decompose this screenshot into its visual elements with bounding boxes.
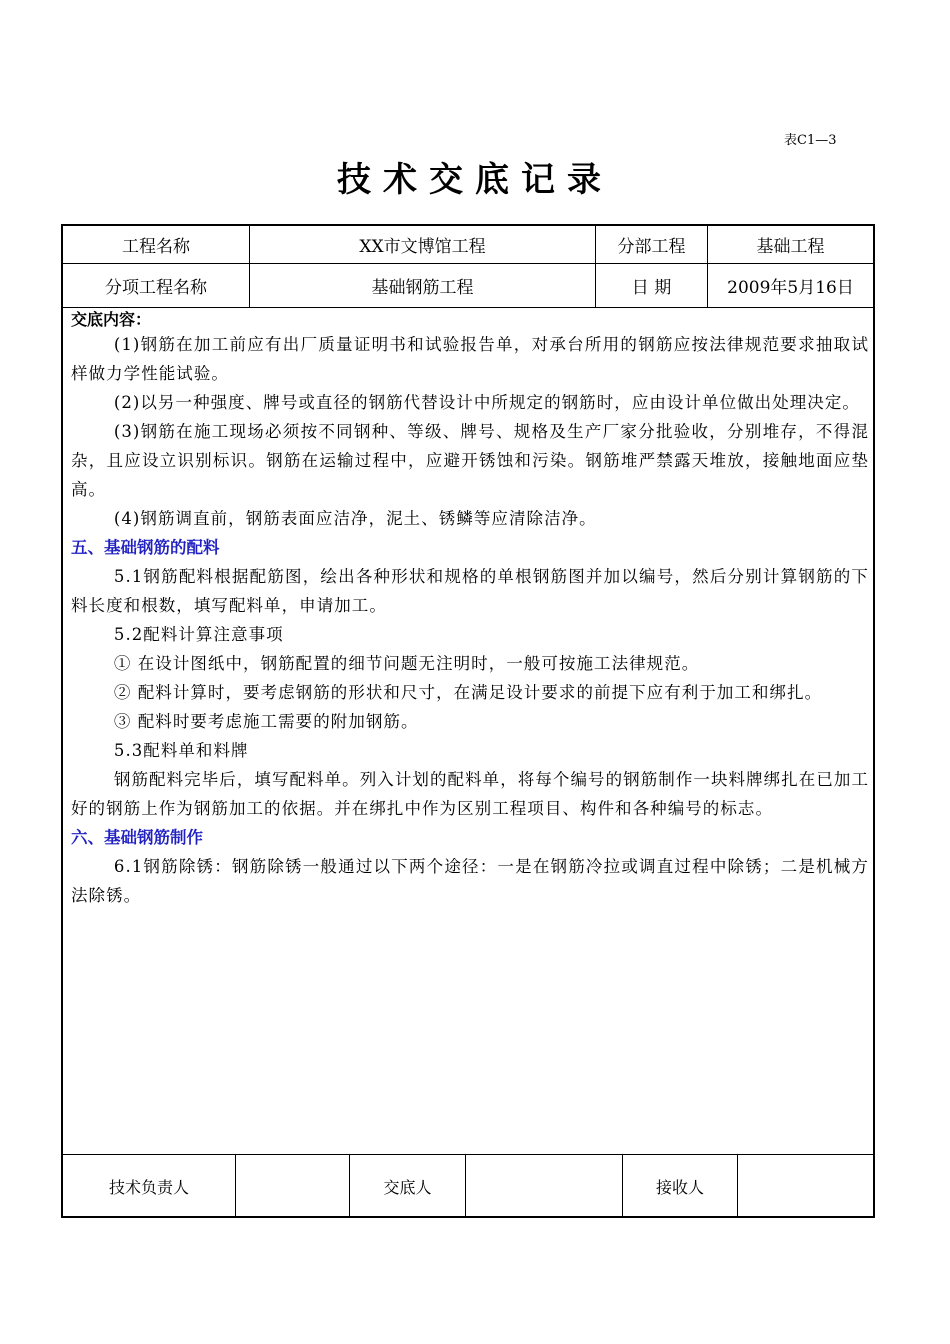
- division-label: 分部工程: [596, 226, 708, 263]
- content-paragraph: ③ 配料时要考虑施工需要的附加钢筋。: [113, 712, 419, 731]
- content-paragraph: (3)钢筋在施工现场必须按不同钢种、等级、牌号、规格及生产厂家分批验收，分别堆存，不得混杂，且应设立识别标识。钢筋在运输过程中，应避开锈蚀和污染。钢筋堆严禁露天堆放，接触地面应垫高。: [71, 422, 869, 499]
- content-paragraph: (4)钢筋调直前，钢筋表面应洁净，泥土、锈鳞等应清除洁净。: [113, 509, 597, 528]
- section-heading: 五、基础钢筋的配料: [71, 538, 220, 557]
- receiver-signature: [738, 1155, 873, 1217]
- content-paragraph: 钢筋配料完毕后，填写配料单。列入计划的配料单，将每个编号的钢筋制作一块料牌绑扎在已加工好的钢筋上作为钢筋加工的依据。并在绑扎中作为区别工程项目、构件和各种编号的标志。: [71, 770, 869, 818]
- discloser-label: 交底人: [350, 1155, 466, 1217]
- disclosure-form: [61, 224, 875, 1218]
- item-name-label: 分项工程名称: [63, 263, 250, 307]
- tech-lead-label: 技术负责人: [63, 1155, 236, 1217]
- content-paragraph: 5.1钢筋配料根据配筋图，绘出各种形状和规格的单根钢筋图并加以编号，然后分别计算钢筋的下料长度和根数，填写配料单，申请加工。: [71, 567, 869, 615]
- content-paragraph: (2)以另一种强度、牌号或直径的钢筋代替设计中所规定的钢筋时，应由设计单位做出处理决定。: [113, 393, 860, 412]
- content-paragraphs: [71, 330, 869, 910]
- content-area: [71, 310, 869, 1150]
- content-label: 交底内容：: [71, 310, 152, 329]
- tech-lead-signature: [236, 1155, 350, 1217]
- discloser-signature: [466, 1155, 623, 1217]
- signature-row: [63, 1154, 873, 1217]
- receiver-label: 接收人: [623, 1155, 738, 1217]
- header-row-1: [63, 226, 873, 264]
- project-name-value: XX市文博馆工程: [250, 226, 596, 263]
- item-name-value: 基础钢筋工程: [250, 263, 596, 307]
- content-paragraph: 6.1钢筋除锈：钢筋除锈一般通过以下两个途径：一是在钢筋冷拉或调直过程中除锈；二是机械方法除锈。: [71, 857, 869, 905]
- content-paragraph: 5.3配料单和料牌: [113, 741, 249, 760]
- section-heading: 六、基础钢筋制作: [71, 828, 203, 847]
- form-code: 表C1—3: [784, 133, 837, 148]
- page-title: 技术交底记录: [337, 160, 613, 200]
- date-value: 2009年5月16日: [727, 277, 854, 298]
- date-label: 日 期: [596, 263, 708, 307]
- content-paragraph: 5.2配料计算注意事项: [113, 625, 284, 644]
- header-row-2: [63, 263, 873, 308]
- content-paragraph: ① 在设计图纸中，钢筋配置的细节问题无注明时，一般可按施工法律规范。: [113, 654, 700, 673]
- division-value: 基础工程: [756, 237, 825, 257]
- content-paragraph: (1)钢筋在加工前应有出厂质量证明书和试验报告单，对承台所用的钢筋应按法律规范要求抽取试样做力学性能试验。: [71, 335, 869, 383]
- project-name-label: 工程名称: [63, 226, 250, 263]
- content-paragraph: ② 配料计算时，要考虑钢筋的形状和尺寸，在满足设计要求的前提下应有利于加工和绑扎。: [113, 683, 823, 702]
